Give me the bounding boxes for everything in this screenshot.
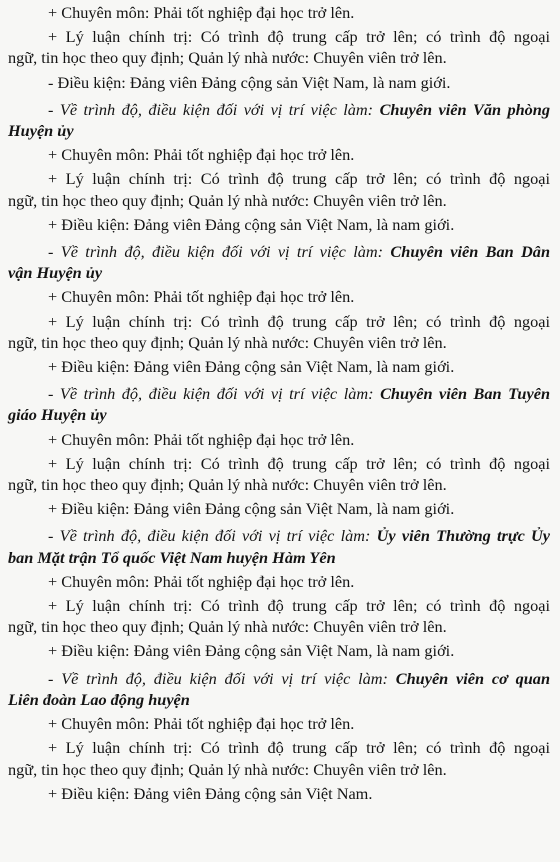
line-text: ngữ, tin học theo quy định; Quản lý nhà nước: Chuyên viên trở lên.: [8, 332, 447, 352]
text-line: [8, 429, 550, 450]
text-line: [8, 99, 550, 120]
position-title: Chuyên viên cơ quan: [395, 668, 551, 688]
text-line: [8, 262, 550, 283]
position-title: Ủy viên Thường trực Ủy: [376, 526, 551, 546]
text-line: [8, 383, 550, 404]
text-line: [8, 2, 550, 23]
text-line: [8, 783, 550, 804]
position-title: ban Mặt trận Tổ quốc Việt Nam huyện Hàm Yên: [8, 547, 336, 567]
text-line: [8, 571, 550, 592]
requirement-heading: - Về trình độ, điều kiện đối với vị trí việc làm:: [48, 242, 391, 262]
line-text: ngữ, tin học theo quy định; Quản lý nhà nước: Chuyên viên trở lên.: [8, 617, 447, 637]
line-text: + Chuyên môn: Phải tốt nghiệp đại học trở lên.: [48, 287, 355, 307]
line-text: + Lý luận chính trị: Có trình độ trung cấp trở lên; có trình độ ngoại: [48, 311, 550, 331]
text-line: [8, 525, 550, 546]
line-text: ngữ, tin học theo quy định; Quản lý nhà nước: Chuyên viên trở lên.: [8, 190, 447, 210]
position-title: Liên đoàn Lao động huyện: [8, 689, 190, 709]
line-text: + Chuyên môn: Phải tốt nghiệp đại học trở lên.: [48, 3, 355, 22]
line-text: ngữ, tin học theo quy định; Quản lý nhà nước: Chuyên viên trở lên.: [8, 759, 447, 779]
text-line: [8, 668, 550, 689]
line-text: + Điều kiện: Đảng viên Đảng cộng sản Việt Nam, là nam giới.: [48, 499, 455, 519]
text-line: [8, 713, 550, 734]
text-line: [8, 498, 550, 519]
text-line: [8, 190, 550, 211]
position-title: Chuyên viên Văn phòng: [379, 99, 550, 119]
text-line: [8, 356, 550, 377]
text-line: [8, 214, 550, 235]
text-line: [8, 47, 550, 68]
line-text: - Điều kiện: Đảng viên Đảng cộng sản Việt Nam, là nam giới.: [48, 72, 451, 92]
position-title: vận Huyện ủy: [8, 263, 103, 283]
line-text: + Chuyên môn: Phải tốt nghiệp đại học trở lên.: [48, 714, 355, 734]
text-line: [8, 616, 550, 637]
text-line: [8, 168, 550, 189]
text-line: [8, 144, 550, 165]
text-line: [8, 453, 550, 474]
text-line: [8, 26, 550, 47]
line-text: + Điều kiện: Đảng viên Đảng cộng sản Việt Nam, là nam giới.: [48, 214, 455, 234]
line-text: ngữ, tin học theo quy định; Quản lý nhà nước: Chuyên viên trở lên.: [8, 475, 447, 495]
text-line: [8, 474, 550, 495]
text-line: [8, 547, 550, 568]
requirement-heading: - Về trình độ, điều kiện đối với vị trí việc làm:: [48, 99, 380, 119]
text-line: [8, 332, 550, 353]
position-title: giáo Huyện ủy: [8, 405, 107, 425]
text-line: [8, 286, 550, 307]
position-title: Chuyên viên Ban Tuyên: [380, 384, 550, 404]
line-text: + Điều kiện: Đảng viên Đảng cộng sản Việt Nam.: [48, 783, 373, 803]
text-line: [8, 595, 550, 616]
position-title: Huyện ủy: [8, 121, 74, 141]
requirement-heading: - Về trình độ, điều kiện đối với vị trí việc làm:: [48, 668, 396, 688]
position-title: Chuyên viên Ban Dân: [390, 242, 550, 262]
text-line: [8, 120, 550, 141]
line-text: + Chuyên môn: Phải tốt nghiệp đại học trở lên.: [48, 145, 355, 165]
line-text: + Lý luận chính trị: Có trình độ trung cấp trở lên; có trình độ ngoại: [48, 738, 550, 758]
line-text: + Chuyên môn: Phải tốt nghiệp đại học trở lên.: [48, 429, 355, 449]
text-line: [8, 640, 550, 661]
line-text: + Chuyên môn: Phải tốt nghiệp đại học trở lên.: [48, 571, 355, 591]
line-text: + Lý luận chính trị: Có trình độ trung cấp trở lên; có trình độ ngoại: [48, 596, 550, 616]
text-line: [8, 404, 550, 425]
text-line: [8, 72, 550, 93]
line-text: + Điều kiện: Đảng viên Đảng cộng sản Việt Nam, là nam giới.: [48, 357, 455, 377]
text-line: [8, 689, 550, 710]
line-text: + Lý luận chính trị: Có trình độ trung cấp trở lên; có trình độ ngoại: [48, 453, 550, 473]
text-line: [8, 241, 550, 262]
requirement-heading: - Về trình độ, điều kiện đối với vị trí việc làm:: [48, 526, 377, 546]
line-text: + Điều kiện: Đảng viên Đảng cộng sản Việt Nam, là nam giới.: [48, 641, 455, 661]
text-line: [8, 311, 550, 332]
text-line: [8, 737, 550, 758]
text-line: [8, 759, 550, 780]
line-text: + Lý luận chính trị: Có trình độ trung cấp trở lên; có trình độ ngoại: [48, 169, 550, 189]
requirement-heading: - Về trình độ, điều kiện đối với vị trí việc làm:: [48, 384, 381, 404]
document-body: [8, 2, 550, 804]
line-text: ngữ, tin học theo quy định; Quản lý nhà nước: Chuyên viên trở lên.: [8, 48, 447, 68]
line-text: + Lý luận chính trị: Có trình độ trung cấp trở lên; có trình độ ngoại: [48, 27, 550, 47]
